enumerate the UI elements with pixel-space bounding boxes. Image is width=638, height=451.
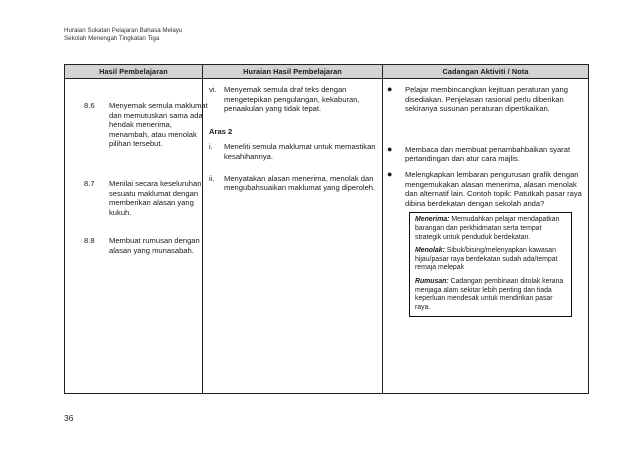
- outcome-text: Menilai secara keseluruhan sesuatu maklumat dengan memberikan alasan yang kukuh.: [109, 179, 202, 217]
- activity-item: [387, 170, 582, 208]
- description-number: i.: [209, 142, 213, 152]
- description-text: Menyatakan alasan menerima, menolak dan mengubahsuaikan maklumat yang diperoleh.: [224, 173, 376, 193]
- activity-text: Melengkapkan lembaran pengurusan grafik dengan mengemukakan alasan menerima, alasan menolak dan alternatif lain. Contoh topik: Patutkah pasar raya dibina berdekatan dengan sekolah anda?: [405, 169, 582, 208]
- table-row: [65, 79, 589, 394]
- table-header-row: [65, 65, 589, 79]
- page-number: 36: [64, 413, 74, 423]
- outcome-number: 8.8: [84, 236, 95, 245]
- learning-outcomes-cell: [65, 79, 208, 394]
- document-header: [64, 27, 182, 43]
- activity-item: [387, 145, 582, 164]
- column-header-suggested-activities: Cadangan Aktiviti / Nota: [383, 65, 589, 79]
- header-line-2: Sekolah Menengah Tingkatan Tiga: [64, 34, 160, 42]
- outcome-item: [84, 179, 214, 217]
- description-item: [209, 85, 376, 114]
- note-rumusan: [415, 278, 567, 312]
- outcome-text: Menyemak semula maklumat dan memutuskan sama ada hendak menerima, menambah, atau menolak pilihan tersebut.: [109, 101, 208, 149]
- description-number: vi.: [209, 85, 217, 94]
- note-term: Rumusan:: [415, 277, 449, 285]
- outcome-item: [84, 236, 214, 255]
- description-text: Meneliti semula maklumat untuk memastikan kesahihannya.: [224, 142, 376, 161]
- activity-item: [387, 85, 582, 114]
- column-header-outcome-description: Huraian Hasil Pembelajaran: [203, 65, 383, 79]
- description-item: [209, 142, 376, 161]
- suggested-activities-cell: [383, 79, 589, 394]
- note-term: Menolak:: [415, 247, 445, 255]
- bullet-icon: ●: [387, 143, 393, 154]
- header-line-1: Huraian Sukatan Pelajaran Bahasa Melayu: [64, 27, 183, 34]
- outcome-description-cell: [203, 79, 383, 394]
- example-note-box: [409, 212, 572, 317]
- description-item: [209, 174, 376, 193]
- note-text: Sibuk/bising/melenyapkan kawasan hijau/pasar raya berdekatan sudah ada/tempat remaja melepak: [415, 247, 558, 272]
- aras-label: Aras 2: [209, 126, 233, 136]
- activity-text: Membaca dan membuat penambahbaikan syarat pertandingan dan atur cara majlis.: [405, 144, 571, 164]
- outcome-number: 8.6: [84, 101, 95, 110]
- description-text: Menyemak semula draf teks dengan mengetepikan pengulangan, kekaburan, penaakulan yang tidak tepat.: [224, 85, 360, 114]
- note-term: Menerima:: [415, 216, 450, 224]
- outcome-text: Membuat rumusan dengan alasan yang munasabah.: [109, 236, 200, 255]
- note-menerima: [415, 216, 567, 242]
- column-header-learning-outcomes: Hasil Pembelajaran: [65, 65, 203, 79]
- note-text: Cadangan pembinaan ditolak kerana menjaga alam sekitar lebih penting dan tiada keperluan mendesak untuk mendirikan pasar raya.: [415, 277, 564, 311]
- bullet-icon: ●: [387, 168, 393, 179]
- outcome-number: 8.7: [84, 179, 95, 188]
- note-menolak: [415, 247, 567, 273]
- curriculum-table: [64, 64, 589, 394]
- activity-text: Pelajar membincangkan kejituan peraturan yang disediakan. Penjelasan rasional perlu diberikan sekiranya susunan peraturan dipertikaikan.: [405, 85, 568, 114]
- description-number: ii.: [209, 173, 215, 183]
- note-text: Memudahkan pelajar mendapatkan barangan dan perkhidmatan serta tempat strategik untuk penduduk berdekatan.: [415, 216, 560, 241]
- outcome-item: [84, 101, 214, 149]
- bullet-icon: ●: [387, 84, 393, 94]
